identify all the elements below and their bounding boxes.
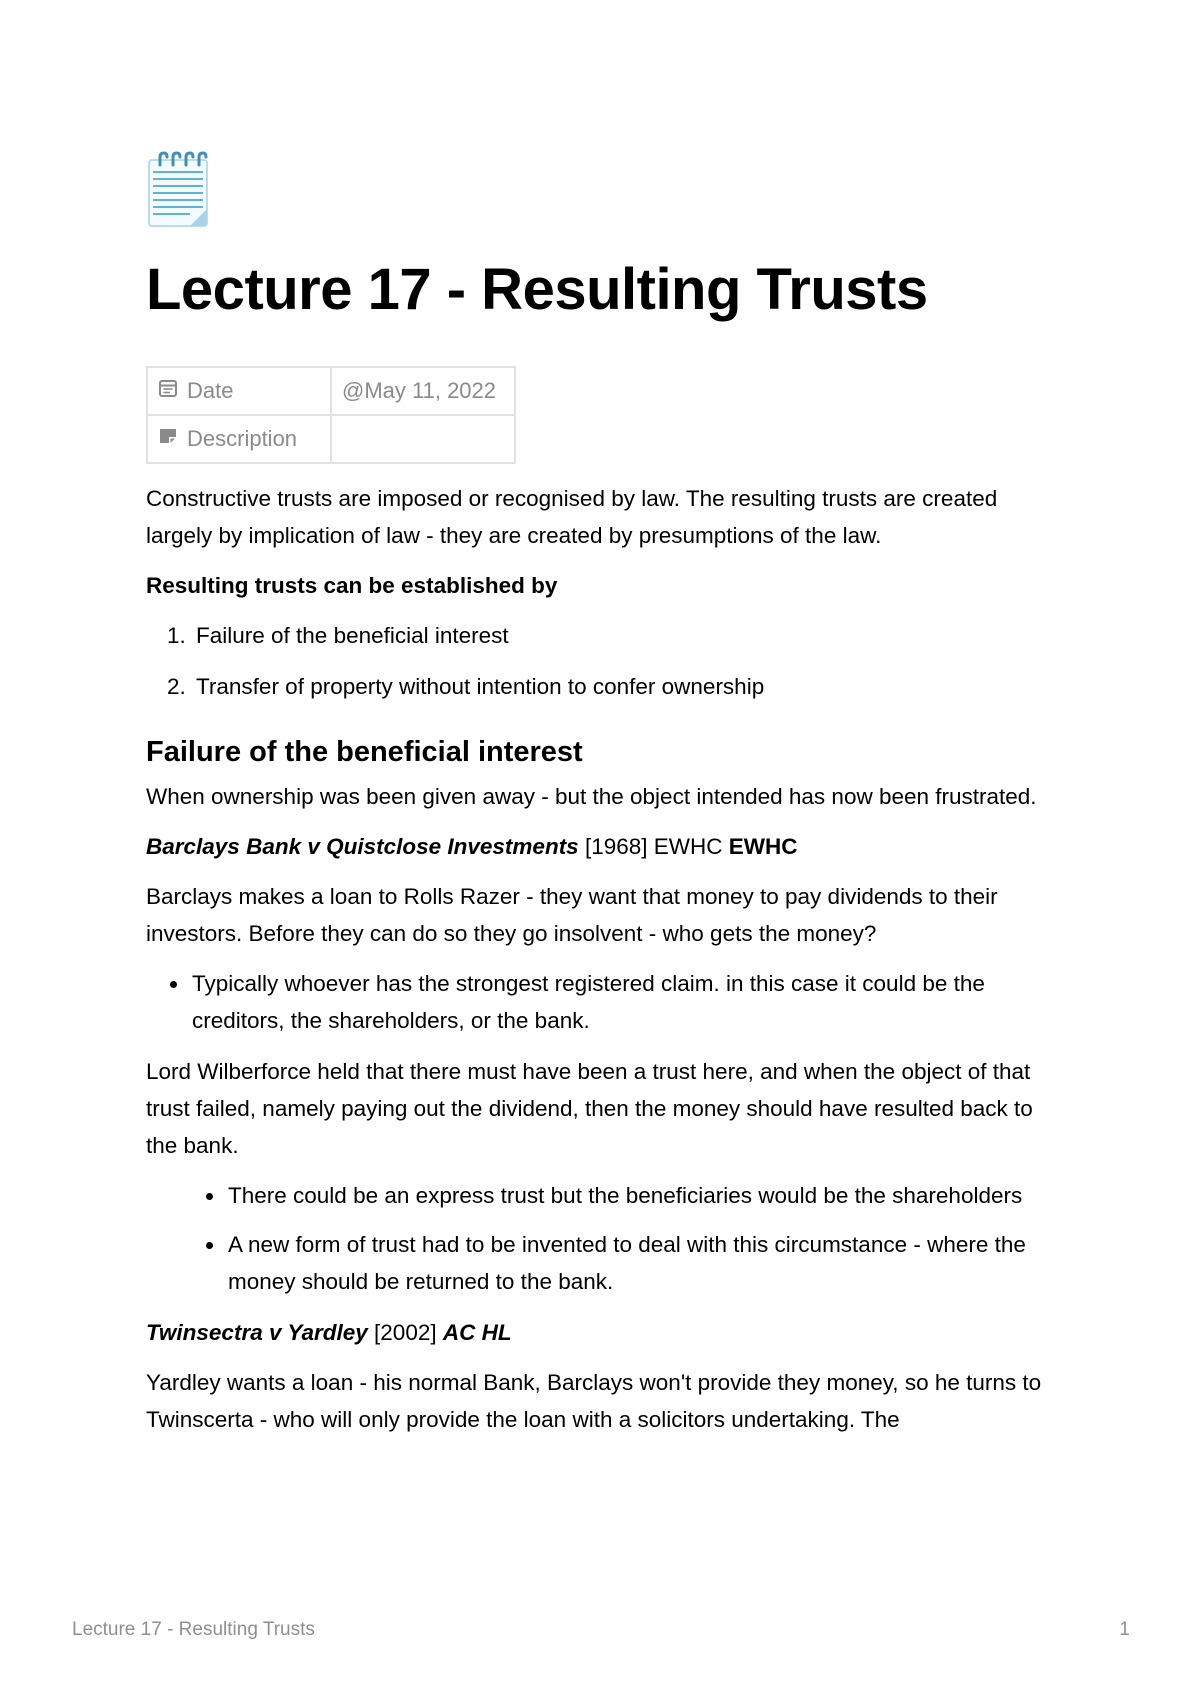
holding-paragraph: Lord Wilberforce held that there must have been a trust here, and when the object of that trust failed, namely paying out the dividend, then the money should have resulted back to the bank. [146,1058,1033,1158]
page-footer [72,1619,1130,1641]
document-page [146,150,1066,1451]
footer-title: Lecture 17 - Resulting Trusts [72,1619,315,1640]
notepad-icon [146,150,226,236]
intro-paragraph: Constructive trusts are imposed or recognised by law. The resulting trusts are created largely by implication of law - they are created by presumptions of the law. [146,485,998,548]
case-citation: [1968] EWHC [584,833,723,859]
list-item: 2. Transfer of property without intention to confer ownership [192,668,1066,705]
property-name: Description [187,425,298,451]
list-item: • A new form of trust had to be invented to deal with this circumstance - where the money should be returned to the bank. [226,1226,1066,1300]
case-court: AC HL [442,1319,512,1345]
list-item: • There could be an express trust but the beneficiaries would be the shareholders [226,1177,1066,1214]
property-row-description [147,415,515,463]
case-body: Yardley wants a loan - his normal Bank, Barclays won't provide they money, so he turns to Twinscerta - who will only provide the loan with a solicitors undertaking. The [146,1369,1042,1432]
page-number: 1 [1119,1619,1130,1640]
property-value-date[interactable]: @May 11, 2022 [331,367,515,415]
case-title-twinsectra [146,1314,1066,1351]
property-value-description[interactable] [331,415,515,463]
established-heading: Resulting trusts can be established by [146,572,558,598]
case-name: Twinsectra v Yardley [146,1319,368,1345]
calendar-icon [158,378,178,404]
properties-table [146,366,516,464]
list-item: • Typically whoever has the strongest registered claim. in this case it could be the creditors, the shareholders, or the bank. [190,965,1066,1039]
page-title: Lecture 17 - Resulting Trusts [146,257,928,322]
case-name: Barclays Bank v Quistclose Investments [146,833,579,859]
sub-bullet-list [146,1177,1066,1300]
property-row-date [147,367,515,415]
section-heading: Failure of the beneficial interest [146,735,583,768]
text-icon [158,426,178,452]
case-body: Barclays makes a loan to Rolls Razer - they want that money to pay dividends to their investors. Before they can do so they go insolvent - who gets the money? [146,883,998,946]
case-citation: [2002] [374,1319,437,1345]
case-title-quistclose: Barclays Bank v Quistclose Investments [1968] EWHC EWHC [146,833,798,859]
bullet-list [146,965,1066,1039]
established-list [146,617,1066,705]
list-item: 1. Failure of the beneficial interest [192,617,1066,654]
property-name: Date [187,377,234,403]
section-intro: When ownership was been given away - but the object intended has now been frustrated. [146,783,1037,809]
